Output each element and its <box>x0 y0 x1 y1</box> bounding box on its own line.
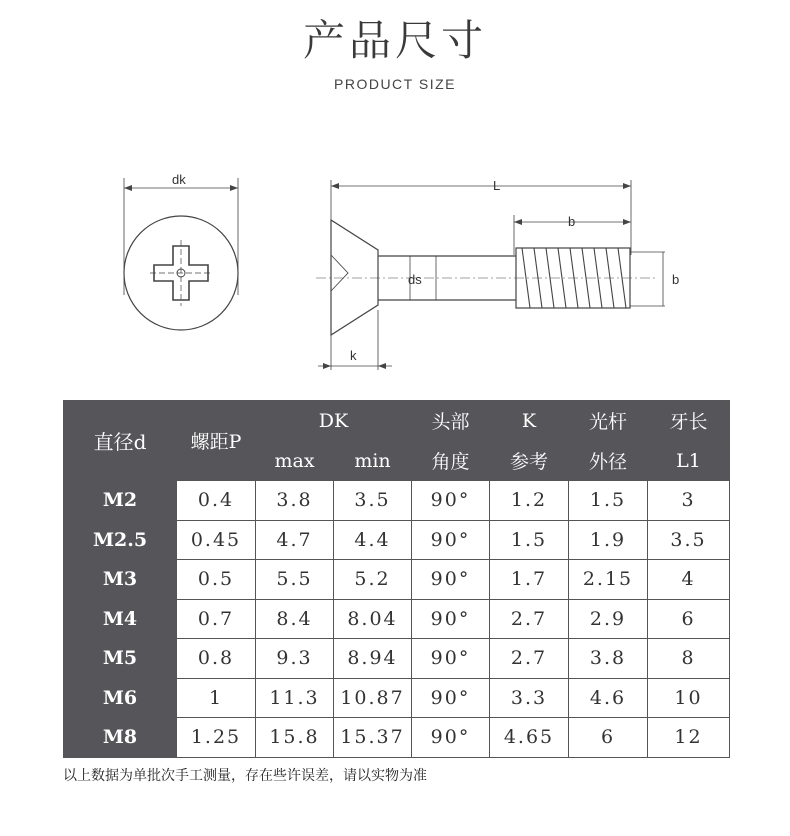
cell-dk-min: 4.4 <box>334 520 412 560</box>
cell-pitch: 1.25 <box>177 718 256 758</box>
cell-angle: 90° <box>412 678 490 718</box>
cell-pitch: 1 <box>177 678 256 718</box>
cell-size: M5 <box>64 639 177 679</box>
cell-size: M8 <box>64 718 177 758</box>
header-shank-bottom: 外径 <box>569 441 648 481</box>
cell-dk-min: 8.04 <box>334 599 412 639</box>
cell-angle: 90° <box>412 520 490 560</box>
screw-drawing <box>0 160 790 380</box>
cell-shank: 2.15 <box>569 560 648 600</box>
thread-diameter-label: b <box>672 272 680 287</box>
cell-angle: 90° <box>412 639 490 679</box>
cell-dk-min: 8.94 <box>334 639 412 679</box>
cell-shank: 4.6 <box>569 678 648 718</box>
cell-thread: 4 <box>648 560 730 600</box>
table-row <box>64 481 730 521</box>
length-label: L <box>493 178 501 193</box>
thread-length-label: b <box>568 214 576 229</box>
cell-dk-max: 5.5 <box>256 560 334 600</box>
footnote: 以上数据为单批次手工测量，存在些许误差，请以实物为准 <box>63 768 427 784</box>
table-row <box>64 599 730 639</box>
cell-pitch: 0.45 <box>177 520 256 560</box>
header-shank-top: 光杆 <box>569 401 648 441</box>
header-head-angle-top: 头部 <box>412 401 490 441</box>
cell-dk-max: 3.8 <box>256 481 334 521</box>
header-dk-min: min <box>334 441 412 481</box>
cell-dk-min: 15.37 <box>334 718 412 758</box>
cell-k: 4.65 <box>490 718 569 758</box>
cell-shank: 2.9 <box>569 599 648 639</box>
header-thread-bottom: L1 <box>648 441 730 481</box>
cell-pitch: 0.4 <box>177 481 256 521</box>
screw-top-view <box>124 178 238 330</box>
header-dk-max: max <box>256 441 334 481</box>
cell-shank: 3.8 <box>569 639 648 679</box>
cell-dk-min: 10.87 <box>334 678 412 718</box>
cell-thread: 3.5 <box>648 520 730 560</box>
cell-k: 1.7 <box>490 560 569 600</box>
cell-dk-max: 8.4 <box>256 599 334 639</box>
cell-dk-min: 3.5 <box>334 481 412 521</box>
cell-size: M4 <box>64 599 177 639</box>
table-row <box>64 718 730 758</box>
cell-angle: 90° <box>412 560 490 600</box>
cell-angle: 90° <box>412 718 490 758</box>
header-head-angle-bottom: 角度 <box>412 441 490 481</box>
header-diameter: 直径d <box>64 401 177 481</box>
table-row <box>64 639 730 679</box>
cell-k: 2.7 <box>490 599 569 639</box>
cell-k: 2.7 <box>490 639 569 679</box>
header-k-bottom: 参考 <box>490 441 569 481</box>
shank-diameter-label: ds <box>408 272 422 287</box>
page-subtitle: PRODUCT SIZE <box>334 76 456 92</box>
cell-thread: 3 <box>648 481 730 521</box>
header-thread-top: 牙长 <box>648 401 730 441</box>
cell-size: M6 <box>64 678 177 718</box>
head-height-label: k <box>350 348 357 363</box>
table-row <box>64 560 730 600</box>
screw-side-view <box>316 180 665 370</box>
cell-thread: 8 <box>648 639 730 679</box>
cell-size: M2.5 <box>64 520 177 560</box>
cell-pitch: 0.5 <box>177 560 256 600</box>
cell-shank: 6 <box>569 718 648 758</box>
table-header-row <box>64 401 730 441</box>
cell-angle: 90° <box>412 481 490 521</box>
cell-dk-min: 5.2 <box>334 560 412 600</box>
cell-thread: 10 <box>648 678 730 718</box>
cell-pitch: 0.7 <box>177 599 256 639</box>
table-row <box>64 520 730 560</box>
cell-size: M3 <box>64 560 177 600</box>
cell-dk-max: 9.3 <box>256 639 334 679</box>
table-row <box>64 678 730 718</box>
header-dk: DK <box>256 401 412 441</box>
dk-label: dk <box>172 172 186 187</box>
cell-shank: 1.9 <box>569 520 648 560</box>
cell-k: 3.3 <box>490 678 569 718</box>
page-title: 产品尺寸 <box>302 16 487 65</box>
cell-size: M2 <box>64 481 177 521</box>
cell-k: 1.2 <box>490 481 569 521</box>
cell-k: 1.5 <box>490 520 569 560</box>
cell-thread: 12 <box>648 718 730 758</box>
header-k-top: K <box>490 401 569 441</box>
cell-dk-max: 11.3 <box>256 678 334 718</box>
header-pitch: 螺距P <box>177 401 256 481</box>
size-table <box>63 400 730 758</box>
cell-angle: 90° <box>412 599 490 639</box>
cell-thread: 6 <box>648 599 730 639</box>
cell-dk-max: 15.8 <box>256 718 334 758</box>
cell-shank: 1.5 <box>569 481 648 521</box>
cell-dk-max: 4.7 <box>256 520 334 560</box>
cell-pitch: 0.8 <box>177 639 256 679</box>
